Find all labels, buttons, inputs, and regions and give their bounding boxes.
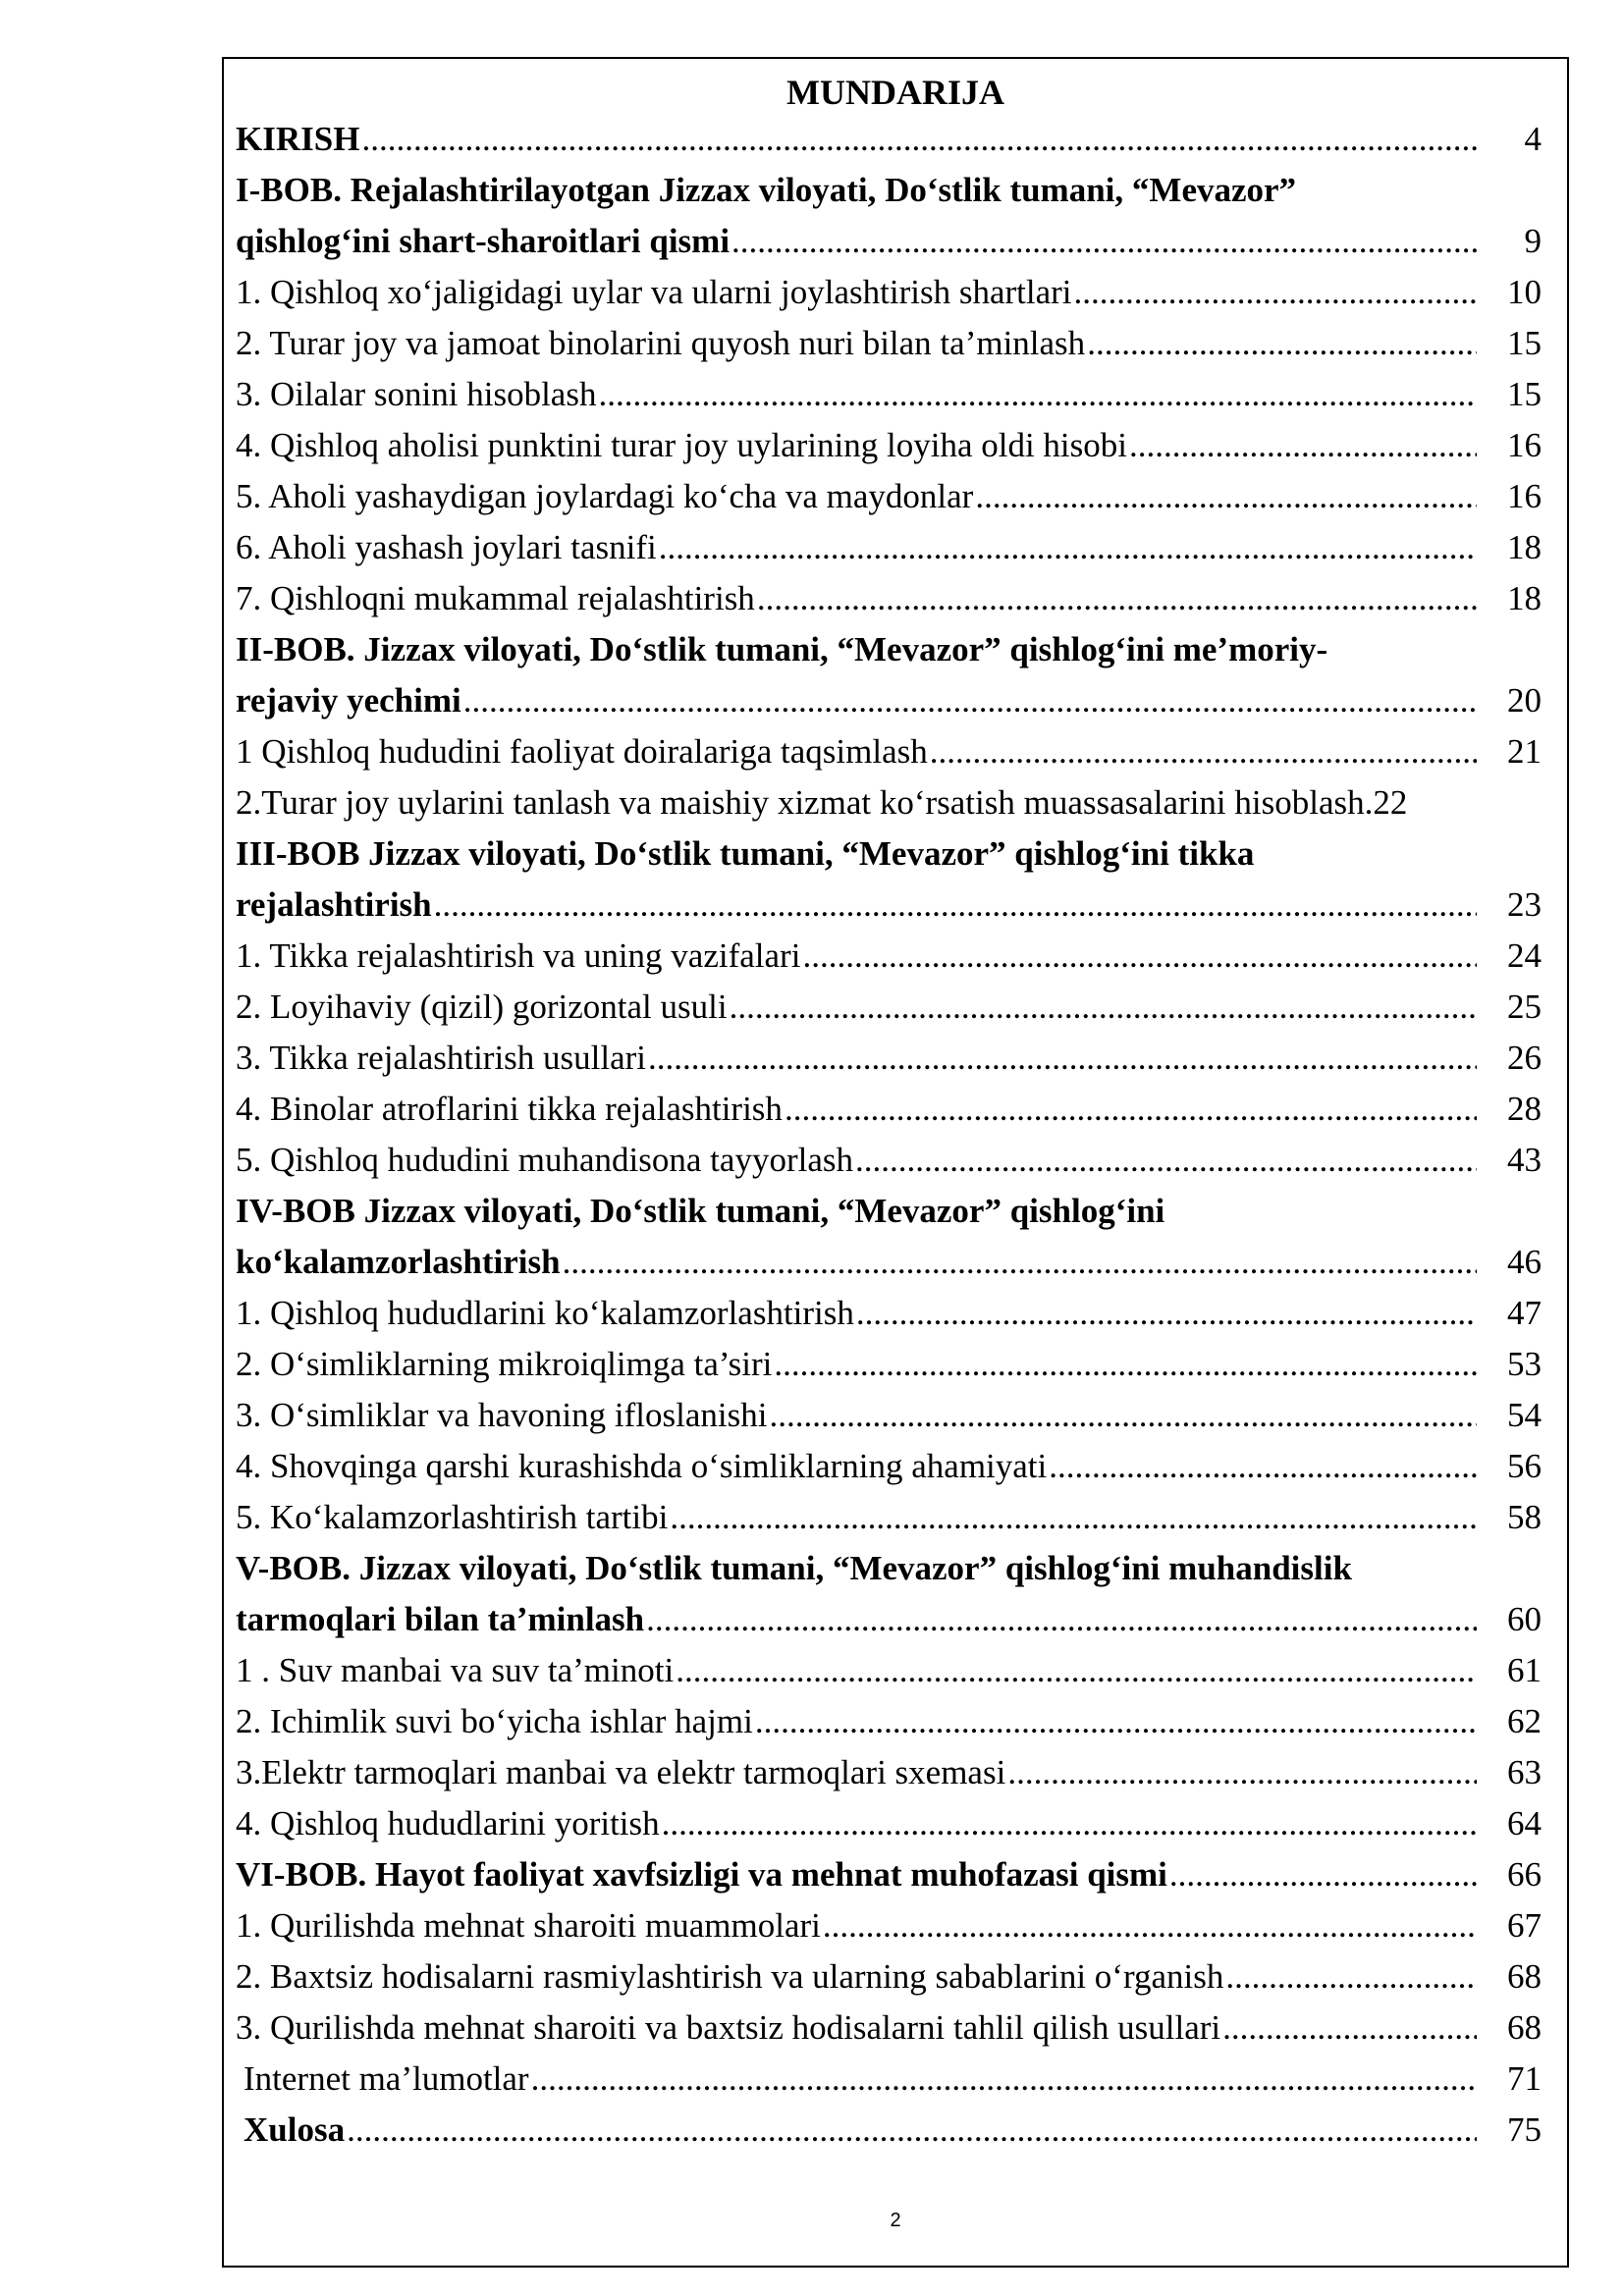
toc-entry-title: 1. Tikka rejalashtirish va uning vazifalari <box>236 936 801 975</box>
dot-leader <box>598 369 1477 420</box>
toc-entry-page: 4 <box>1524 120 1542 158</box>
dot-leader <box>1074 267 1477 318</box>
toc-entry-title: 1 . Suv manbai va suv ta’minoti <box>236 1651 675 1689</box>
toc-entry <box>236 1696 1545 1747</box>
toc-entry-title: 3. Tikka rejalashtirish usullari <box>236 1039 647 1077</box>
toc-entry-page: 47 <box>1507 1294 1542 1332</box>
dot-leader <box>774 1339 1477 1390</box>
dot-leader <box>757 573 1477 624</box>
toc-entry-title: 1. Qishloq hududlarini ko‘kalamzorlashtirish <box>236 1294 854 1332</box>
toc-entry <box>236 1543 1545 1594</box>
toc-entry <box>236 675 1545 726</box>
page-number: 2 <box>890 2210 901 2231</box>
toc-entry <box>236 1747 1545 1798</box>
toc-entry-page: 24 <box>1507 936 1542 975</box>
dot-leader <box>648 1033 1477 1084</box>
toc-entry <box>236 777 1545 828</box>
toc-entry-page: 9 <box>1524 222 1542 260</box>
toc-entry-page: 67 <box>1507 1906 1542 1945</box>
toc-entry-page: 53 <box>1507 1345 1542 1383</box>
toc-entry-page: 66 <box>1507 1855 1542 1894</box>
toc-entry <box>236 1135 1545 1186</box>
dot-leader <box>1222 2002 1477 2054</box>
toc-entry <box>236 2002 1545 2054</box>
toc-entry-title: 3. Qurilishda mehnat sharoiti va baxtsiz hodisalarni tahlil qilish usullari <box>236 2008 1221 2047</box>
dot-leader <box>676 1645 1477 1696</box>
toc-entry-title: VI-BOB. Hayot faoliyat xavfsizligi va mehnat muhofazasi qismi <box>236 1855 1167 1894</box>
toc-entry-title: III-BOB Jizzax viloyati, Do‘stlik tumani, “Mevazor” qishlog‘ini tikka <box>236 834 1255 873</box>
toc-entry <box>236 318 1545 369</box>
toc-entry-title: KIRISH <box>236 120 360 158</box>
toc-entry-title: V-BOB. Jizzax viloyati, Do‘stlik tumani, “Mevazor” qishlog‘ini muhandislik <box>236 1549 1352 1587</box>
toc-entry <box>236 1033 1545 1084</box>
toc-entry <box>236 624 1545 675</box>
toc-entry-title: tarmoqlari bilan ta’minlash <box>236 1600 645 1638</box>
dot-leader <box>769 1390 1477 1441</box>
toc-entry-page: 22 <box>1373 783 1408 822</box>
toc-entry-page: 10 <box>1507 273 1542 311</box>
toc-entry-page: 71 <box>1507 2059 1542 2098</box>
dot-leader <box>1087 318 1477 369</box>
toc-entry <box>236 1390 1545 1441</box>
toc-entry-title: 6. Aholi yashash joylari tasnifi <box>236 528 657 566</box>
toc-entry-page: 68 <box>1507 2008 1542 2047</box>
toc-entry <box>236 1441 1545 1492</box>
toc-entry-title: 5. Qishloq hududini muhandisona tayyorlash <box>236 1141 853 1179</box>
toc-entry-title: 1 Qishloq hududini faoliyat doiralariga taqsimlash <box>236 732 928 771</box>
toc-entry-title: 3. Oilalar sonini hisoblash <box>236 375 597 413</box>
toc-entry-title: 2. O‘simliklarning mikroiqlimga ta’siri <box>236 1345 773 1383</box>
dot-leader <box>1169 1849 1477 1900</box>
dot-leader <box>855 1135 1477 1186</box>
toc-entry-title: 3. O‘simliklar va havoning ifloslanishi <box>236 1396 768 1434</box>
toc-entry-title: 5. Aholi yashaydigan joylardagi ko‘cha va maydonlar <box>236 477 974 515</box>
toc-entry-page: 75 <box>1507 2110 1542 2149</box>
toc-entry-page: 16 <box>1507 426 1542 464</box>
dot-leader <box>347 2105 1477 2156</box>
toc-entry <box>236 828 1545 880</box>
toc-entry-page: 20 <box>1507 681 1542 720</box>
toc-entry <box>236 1288 1545 1339</box>
toc-entry <box>236 216 1545 267</box>
toc-entry <box>236 880 1545 931</box>
toc-entry <box>236 1339 1545 1390</box>
toc-entry-title: I-BOB. Rejalashtirilayotgan Jizzax viloyati, Do‘stlik tumani, “Mevazor” <box>236 171 1297 209</box>
toc-entry-page: 58 <box>1507 1498 1542 1536</box>
toc-entry-title: rejalashtirish <box>236 885 432 924</box>
toc-entry <box>236 1951 1545 2002</box>
toc-entry-title: 4. Qishloq aholisi punktini turar joy uylarining loyiha oldi hisobi <box>236 426 1128 464</box>
toc-entry <box>236 1594 1545 1645</box>
toc-entry-page: 60 <box>1507 1600 1542 1638</box>
toc-entry <box>236 1186 1545 1237</box>
toc-entry-page: 23 <box>1507 885 1542 924</box>
toc-entry <box>236 1849 1545 1900</box>
toc-entry <box>236 573 1545 624</box>
toc-entry-title: 2. Baxtsiz hodisalarni rasmiylashtirish va ularning sabablarini o‘rganish <box>236 1957 1224 1996</box>
toc-entry-page: 56 <box>1507 1447 1542 1485</box>
toc-entry-title: 7. Qishloqni mukammal rejalashtirish <box>236 579 755 617</box>
toc-entry <box>236 369 1545 420</box>
dot-leader <box>563 1237 1477 1288</box>
table-of-contents <box>236 114 1545 2156</box>
toc-entry-page: 26 <box>1507 1039 1542 1077</box>
toc-entry <box>236 420 1545 471</box>
dot-leader <box>662 1798 1477 1849</box>
dot-leader <box>531 2054 1477 2105</box>
toc-entry <box>236 982 1545 1033</box>
toc-entry-page: 16 <box>1507 477 1542 515</box>
dot-leader <box>1129 420 1477 471</box>
toc-entry-page: 25 <box>1507 988 1542 1026</box>
toc-entry-title: 4. Qishloq hududlarini yoritish <box>236 1804 660 1842</box>
dot-leader <box>1049 1441 1477 1492</box>
toc-entry <box>236 1798 1545 1849</box>
toc-entry-title: 1. Qurilishda mehnat sharoiti muammolari <box>236 1906 821 1945</box>
toc-entry <box>236 471 1545 522</box>
toc-entry-page: 64 <box>1507 1804 1542 1842</box>
dot-leader <box>755 1696 1477 1747</box>
toc-entry-page: 15 <box>1507 375 1542 413</box>
toc-entry-title: 4. Shovqinga qarshi kurashishda o‘simliklarning ahamiyati <box>236 1447 1048 1485</box>
toc-entry <box>236 522 1545 573</box>
toc-entry-page: 43 <box>1507 1141 1542 1179</box>
dot-leader <box>1225 1951 1477 2002</box>
toc-entry-title: rejaviy yechimi <box>236 681 461 720</box>
toc-entry-title: 1. Qishloq xo‘jaligidagi uylar va ularni joylashtirish shartlari <box>236 273 1072 311</box>
toc-entry <box>236 165 1545 216</box>
dot-leader <box>361 114 1477 165</box>
toc-entry-title: 3.Elektr tarmoqlari manbai va elektr tarmoqlari sxemasi <box>236 1753 1006 1791</box>
toc-entry-page: 21 <box>1507 732 1542 771</box>
toc-entry-page: 54 <box>1507 1396 1542 1434</box>
toc-entry-title: 2. Turar joy va jamoat binolarini quyosh nuri bilan ta’minlash <box>236 324 1086 362</box>
toc-entry-title: qishlog‘ini shart-sharoitlari qismi <box>236 222 731 260</box>
dot-leader <box>434 880 1477 931</box>
dot-leader <box>646 1594 1477 1645</box>
toc-entry <box>236 2105 1545 2156</box>
toc-entry-title: 4. Binolar atroflarini tikka rejalashtirish <box>236 1090 783 1128</box>
dot-leader <box>659 522 1477 573</box>
dot-leader <box>785 1084 1477 1135</box>
toc-entry-page: 68 <box>1507 1957 1542 1996</box>
toc-entry-page: 28 <box>1507 1090 1542 1128</box>
toc-entry-title: 2. Loyihaviy (qizil) gorizontal usuli <box>236 988 728 1026</box>
toc-entry-page: 61 <box>1507 1651 1542 1689</box>
toc-entry <box>236 1084 1545 1135</box>
toc-entry <box>236 267 1545 318</box>
dot-leader <box>975 471 1477 522</box>
dot-leader <box>823 1900 1477 1951</box>
toc-entry-page: 18 <box>1507 579 1542 617</box>
dot-leader <box>730 982 1477 1033</box>
toc-entry <box>236 1492 1545 1543</box>
toc-entry <box>236 931 1545 982</box>
toc-entry-title: II-BOB. Jizzax viloyati, Do‘stlik tumani, “Mevazor” qishlog‘ini me’moriy- <box>236 630 1328 668</box>
toc-entry <box>236 2054 1545 2105</box>
toc-entry-title: ko‘kalamzorlashtirish <box>236 1243 561 1281</box>
toc-entry-title: IV-BOB Jizzax viloyati, Do‘stlik tumani, “Mevazor” qishlog‘ini <box>236 1192 1165 1230</box>
document-title: MUNDARIJA <box>786 73 1004 112</box>
toc-entry <box>236 114 1545 165</box>
toc-entry-title: 2.Turar joy uylarini tanlash va maishiy xizmat ko‘rsatish muassasalarini hisoblash. <box>236 783 1374 822</box>
page-frame <box>222 57 1569 2268</box>
toc-entry-page: 46 <box>1507 1243 1542 1281</box>
toc-entry <box>236 1900 1545 1951</box>
toc-entry <box>236 1645 1545 1696</box>
toc-entry-page: 15 <box>1507 324 1542 362</box>
toc-entry <box>236 1237 1545 1288</box>
toc-entry-title: 2. Ichimlik suvi bo‘yicha ishlar hajmi <box>236 1702 753 1740</box>
toc-entry-title: Xulosa <box>244 2110 346 2149</box>
toc-entry-page: 63 <box>1507 1753 1542 1791</box>
toc-entry-title: 5. Ko‘kalamzorlashtirish tartibi <box>236 1498 669 1536</box>
toc-entry-page: 62 <box>1507 1702 1542 1740</box>
dot-leader <box>463 675 1477 726</box>
toc-entry <box>236 726 1545 777</box>
dot-leader <box>930 726 1477 777</box>
toc-entry-page: 18 <box>1507 528 1542 566</box>
dot-leader <box>802 931 1477 982</box>
dot-leader <box>1007 1747 1477 1798</box>
dot-leader <box>670 1492 1477 1543</box>
dot-leader <box>731 216 1477 267</box>
dot-leader <box>856 1288 1477 1339</box>
toc-entry-title: Internet ma’lumotlar <box>244 2059 529 2098</box>
